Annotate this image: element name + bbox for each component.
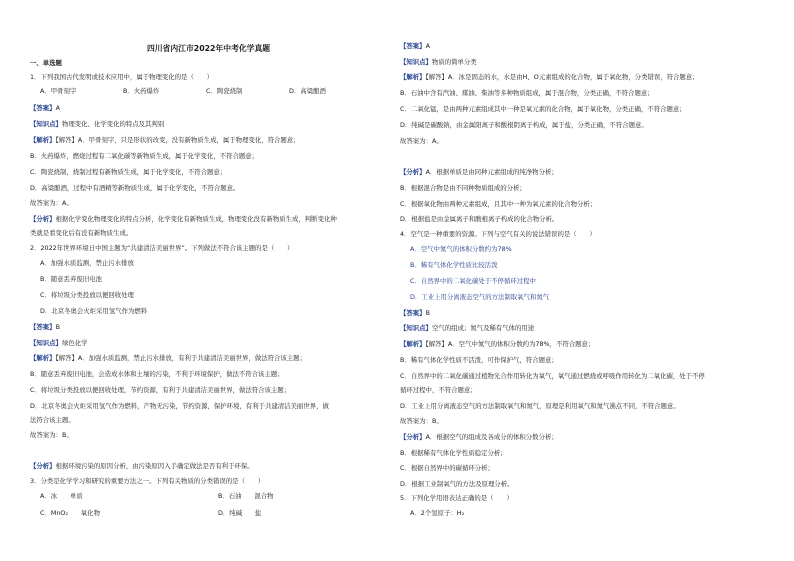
q2-final-answer: 故答案为：B。 [30, 431, 73, 439]
q4-option-c: C．自然界中的二氧化碳处于不停循环过程中 [410, 277, 536, 285]
q4-answer [400, 309, 430, 318]
q2-knowledge [30, 339, 88, 348]
q2-explanation-3: C．将垃圾分类投放以便回收处理，节约资源，有利于共建清洁美丽世界，做法符合该主题； [30, 386, 291, 394]
q2-explanation-1 [30, 354, 306, 363]
explanation-tag: 【解析】 [30, 354, 56, 362]
knowledge-value: 物质的简单分类 [431, 58, 477, 66]
q1-final-answer: 故答案为：A。 [30, 199, 73, 207]
knowledge-tag: 【知识点】 [30, 120, 62, 128]
knowledge-value: 物理变化、化学变化的特点及其判别 [61, 120, 165, 128]
answer-value: A [425, 42, 430, 50]
explanation-text: 【解答】A．甲骨刻字，只是形状的改变，没有新物质生成，属于物理变化，符合题意； [55, 136, 300, 144]
q4-analysis-3: C．根据自然界中的碳循环分析； [400, 464, 494, 472]
q3-explanation-4: D．纯碱是碳酸钠，由金属阳离子和酸根阴离子构成，属于盐，分类正确，不符合题意。 [400, 121, 648, 129]
q5-stem: 5．下列化学用语表达正确的是（ ） [400, 494, 513, 502]
q1-option-d: D．高粱酿酒 [289, 87, 326, 95]
page-title: 四川省内江市2022年中考化学真题 [147, 44, 271, 53]
explanation-tag: 【解析】 [400, 340, 426, 348]
q2-analysis-1 [30, 462, 254, 471]
q2-option-b: B．随意丢弃废旧电池 [40, 275, 102, 283]
q1-option-b: B．火药爆炸 [123, 87, 160, 95]
section-heading: 一、单选题 [30, 59, 62, 67]
answer-tag: 【答案】 [400, 42, 426, 50]
q1-analysis-1 [30, 215, 337, 224]
answer-tag: 【答案】 [30, 104, 56, 112]
q1-explanation-3: C．陶瓷烧制，烧制过程有新物质生成，属于化学变化，不符合题意； [30, 168, 227, 176]
knowledge-tag: 【知识点】 [30, 339, 62, 347]
q1-option-a: A．甲骨刻字 [40, 87, 77, 95]
q2-answer [30, 323, 60, 332]
q3-option-c: C．MnO₂ 氧化物 [40, 509, 100, 517]
analysis-tag: 【分析】 [30, 462, 56, 470]
explanation-text: 【解答】A．空气中氮气的体积分数约为78%，不符合题意； [425, 340, 595, 348]
analysis-tag: 【分析】 [400, 168, 426, 176]
q5-option-a: A．2个氢原子：H₂ [410, 509, 465, 517]
q3-option-b: B．石油 混合物 [218, 492, 274, 500]
q3-analysis-1 [400, 168, 558, 177]
q3-option-a: A．冰 单质 [40, 492, 83, 500]
q3-stem: 3．分类是化学学习和研究的重要方法之一。下列有关物质的分类错误的是（ ） [30, 477, 265, 485]
q4-final-answer: 故答案为：B。 [400, 417, 443, 425]
q4-option-d: D．工业上用分离液态空气的方法制取氧气和氮气 [410, 293, 550, 301]
q2-stem: 2．2022年世界环境日中国主题为“共建清洁美丽世界”。下列做法不符合该主题的是（ ） [30, 244, 294, 252]
knowledge-tag: 【知识点】 [400, 324, 432, 332]
answer-tag: 【答案】 [400, 309, 426, 317]
q1-explanation-2: B．火药爆炸，燃烧过程有二氧化碳等新物质生成，属于化学变化，不符合题意； [30, 152, 259, 160]
q2-explanation-4: D．北京冬奥会火炬采用氢气作为燃料，产物无污染，节约资源，保护环境，有利于共建清洁美丽世界，做 [30, 402, 329, 410]
knowledge-value: 空气的组成；氮气及稀有气体的用途 [431, 324, 535, 332]
knowledge-value: 绿色化学 [61, 339, 88, 347]
knowledge-tag: 【知识点】 [400, 58, 432, 66]
q4-explanation-5: D．工业上用分离液态空气的方法制取氧气和氮气，原理是利用氧气和氮气沸点不同，不符合题意。 [400, 402, 680, 410]
q1-analysis-2: 类就是看变化后有没有新物质生成。 [30, 229, 133, 237]
analysis-text: A．根据单质是由同种元素组成的纯净物分析； [425, 168, 558, 176]
q4-option-a: A．空气中氮气的体积分数约为78% [410, 245, 512, 253]
q2-option-a: A．加强水质监测，禁止污水排放 [40, 259, 134, 267]
q3-explanation-3: C．二氧化锰，是由两种元素组成其中一种是氧元素的化合物，属于氧化物，分类正确，不符合题意； [400, 105, 686, 113]
q2-option-c: C．将垃圾分类投放以便回收处理 [40, 291, 134, 299]
q1-explanation-1 [30, 136, 300, 145]
explanation-text: 【解答】A．加强水质监测，禁止污水排放，有利于共建清洁美丽世界，做法符合该主题； [55, 354, 306, 362]
q3-option-d: D．纯碱 盐 [218, 509, 262, 517]
q3-final-answer: 故答案为：A。 [400, 137, 443, 145]
analysis-text: A．根据空气的组成及各成分的体积分数分析； [425, 433, 558, 441]
q4-analysis-1 [400, 433, 558, 442]
analysis-text: 根据化学变化物理变化的特点分析，化学变化有新物质生成，物理变化没有新物质生成，判断变化种 [55, 215, 337, 223]
q4-explanation-2: B．稀有气体化学性质不活泼，可作保护气，符合题意； [400, 356, 558, 364]
explanation-tag: 【解析】 [30, 136, 56, 144]
answer-value: B [55, 323, 60, 331]
q4-analysis-2: B．根据稀有气体化学性质稳定分析； [400, 449, 507, 457]
q3-analysis-3: C．根据氧化物由两种元素组成，且其中一种为氧元素的化合物分析； [400, 200, 597, 208]
q4-analysis-4: D．根据工业制氧气的方法及原理分析。 [400, 480, 514, 488]
analysis-text: 根据环境污染的原因分析，由污染原因入手确定做法是否有利于环保。 [55, 462, 254, 470]
explanation-text: 【解答】A．冰是固态的水，水是由H、O元素组成的化合物，属于氧化物，分类错误，符合题意； [425, 73, 699, 81]
q1-option-c: C．陶瓷烧制 [206, 87, 243, 95]
analysis-tag: 【分析】 [30, 215, 56, 223]
q4-explanation-1 [400, 340, 594, 349]
explanation-tag: 【解析】 [400, 73, 426, 81]
q4-explanation-3: C．自然界中的二氧化碳通过植物光合作用转化为氧气，氧气通过燃烧或呼吸作用转化为二氧化碳，处于不停 [400, 372, 705, 380]
q3-analysis-4: D．根据盐是由金属离子和酸根离子构成的化合物分析。 [400, 215, 559, 223]
q4-stem: 4．空气是一种重要的资源。下列与空气有关的说法错误的是（ ） [400, 230, 596, 238]
q2-option-d: D．北京冬奥会火炬采用氢气作为燃料 [40, 307, 148, 315]
q4-knowledge [400, 324, 534, 333]
q3-explanation-1 [400, 73, 699, 82]
q1-stem: 1．下列我国古代发明或技术应用中，属于物理变化的是（ ） [30, 73, 214, 81]
q2-explanation-5: 法符合该主题。 [30, 416, 75, 424]
answer-value: B [425, 309, 430, 317]
q1-answer [30, 104, 60, 113]
answer-tag: 【答案】 [30, 323, 56, 331]
q3-knowledge [400, 58, 477, 67]
q2-explanation-2: B．随意丢弃废旧电池，会造成水体和土壤的污染，不利于环境保护，做法不符合该主题； [30, 370, 284, 378]
q3-analysis-2: B．根据混合物是由不同种物质组成的分析； [400, 184, 526, 192]
q4-explanation-4: 循环过程中，不符合题意； [400, 386, 477, 394]
analysis-tag: 【分析】 [400, 433, 426, 441]
q3-explanation-2: B．石油中含有汽油、煤油、柴油等多种物质组成，属于混合物，分类正确，不符合题意； [400, 89, 654, 97]
answer-value: A [55, 104, 60, 112]
q1-explanation-4: D．高粱酿酒，过程中有酒精等新物质生成，属于化学变化，不符合题意。 [30, 184, 240, 192]
q1-knowledge [30, 120, 164, 129]
q4-option-b: B．稀有气体化学性质比较活泼 [410, 261, 498, 269]
q3-answer [400, 42, 430, 51]
